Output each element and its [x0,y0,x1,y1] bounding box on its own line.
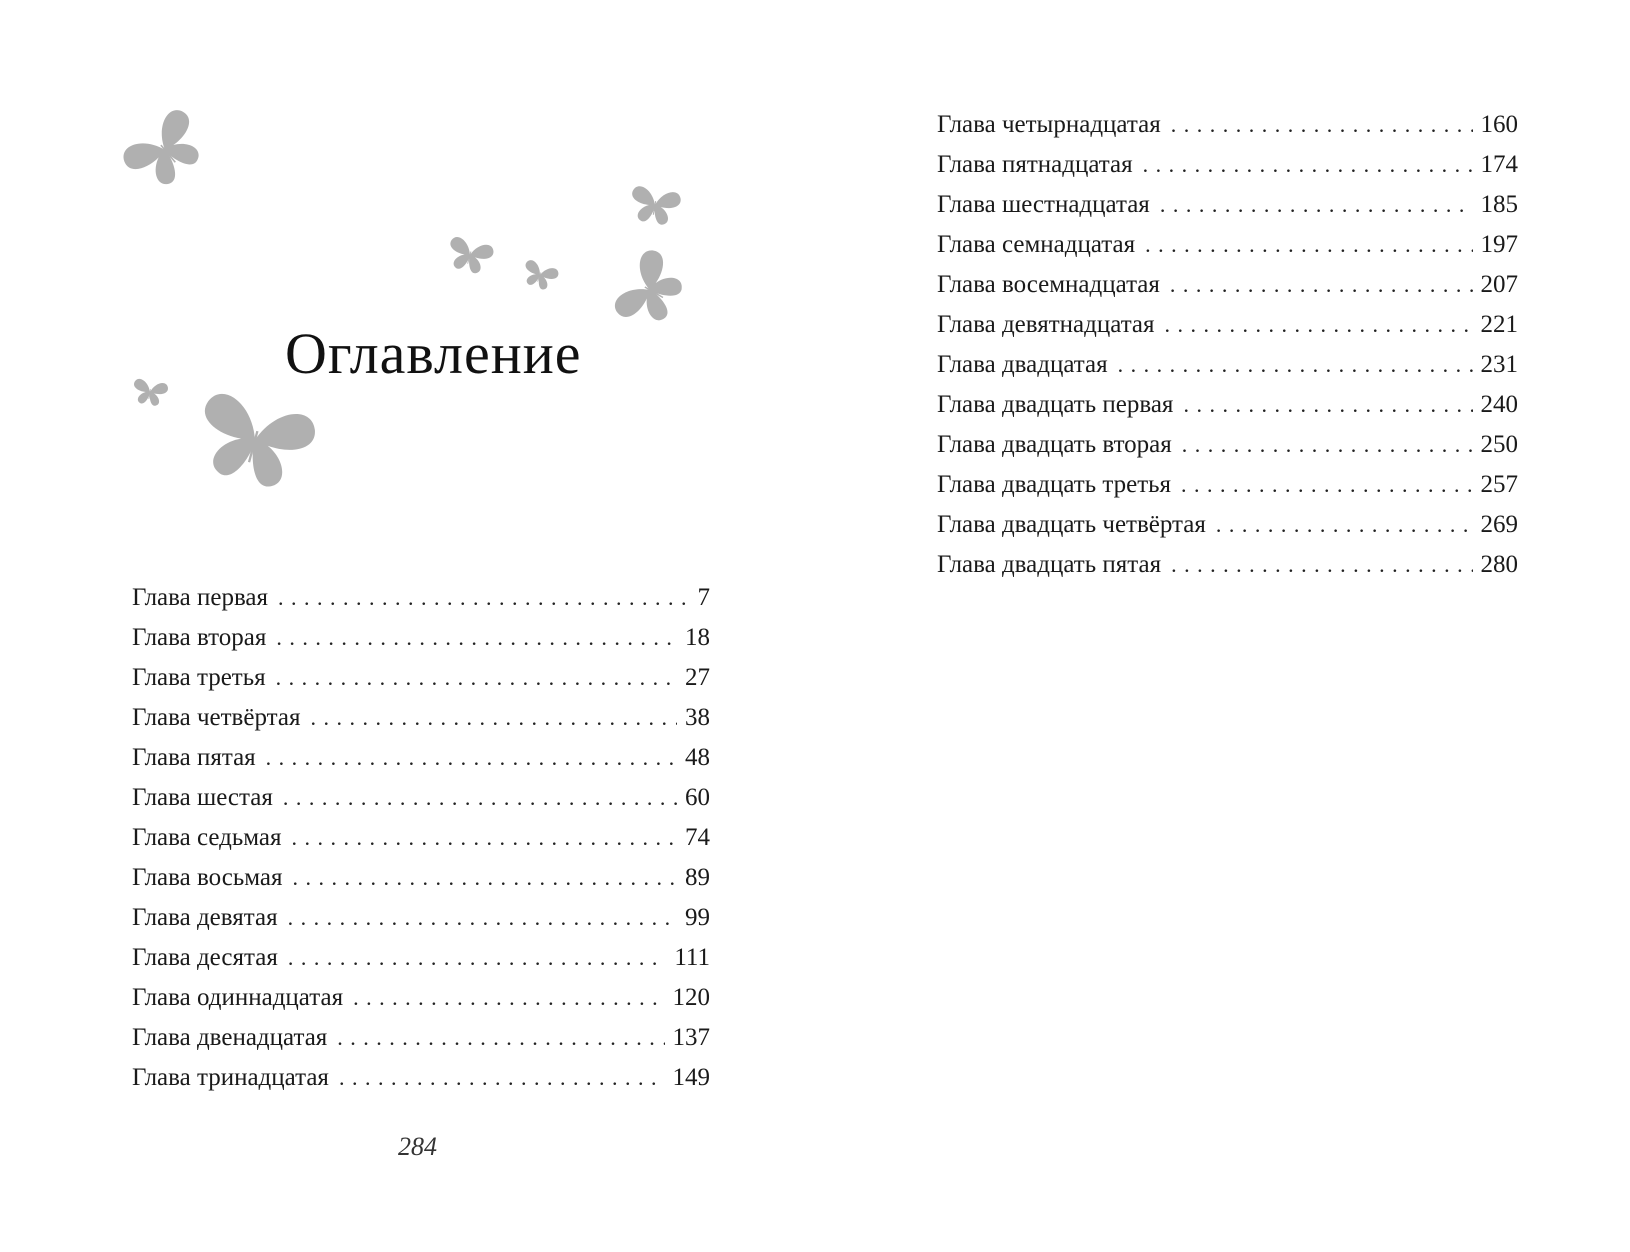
toc-entry-page: 185 [1480,191,1518,218]
toc-entry[interactable] [937,145,1518,185]
toc-entry[interactable] [937,505,1518,545]
toc-entry[interactable] [132,618,710,658]
toc-entry-page: 60 [685,784,710,811]
toc-entry-title: Глава двадцать четвёртая [937,511,1206,538]
toc-list-right [937,105,1518,585]
toc-entry-page: 257 [1480,471,1518,498]
toc-entry-page: 27 [685,664,710,691]
toc-dot-leader [1183,385,1472,425]
toc-entry[interactable] [937,105,1518,145]
toc-entry-title: Глава шестнадцатая [937,191,1150,218]
toc-dot-leader [283,778,677,818]
toc-entry[interactable] [937,225,1518,265]
toc-entry[interactable] [132,778,710,818]
toc-entry-title: Глава третья [132,664,266,691]
toc-dot-leader [292,858,677,898]
toc-dot-leader [1171,105,1473,145]
toc-heading: Оглавление [285,321,582,386]
toc-entry-page: 174 [1480,151,1518,178]
toc-entry-page: 99 [685,904,710,931]
toc-entry-title: Глава двадцатая [937,351,1108,378]
toc-dot-leader [337,1018,664,1058]
toc-entry[interactable] [132,1058,710,1098]
toc-dot-leader [1171,545,1472,585]
toc-entry-page: 207 [1480,271,1518,298]
butterfly-icon [628,185,682,227]
toc-entry-title: Глава тринадцатая [132,1064,329,1091]
toc-entry-title: Глава одиннадцатая [132,984,344,1011]
toc-dot-leader [310,698,677,738]
toc-entry-page: 89 [685,864,710,891]
toc-entry-title: Глава двенадцатая [132,1024,328,1051]
toc-entry-title: Глава седьмая [132,824,282,851]
toc-entry[interactable] [132,898,710,938]
toc-dot-leader [288,938,667,978]
butterfly-icon [119,105,214,197]
toc-dot-leader [339,1058,665,1098]
toc-dot-leader [276,618,677,658]
butterfly-icon [519,259,559,293]
toc-entry-page: 48 [685,744,710,771]
toc-entry[interactable] [937,265,1518,305]
page-number: 284 [398,1132,437,1161]
toc-dot-leader [276,658,677,698]
toc-entry-page: 111 [674,944,710,971]
toc-entry-page: 269 [1480,511,1518,538]
butterfly-icon [190,390,319,495]
toc-dot-leader [1182,425,1473,465]
toc-entry-title: Глава четвёртая [132,704,301,731]
toc-entry[interactable] [132,698,710,738]
toc-dot-leader [1170,265,1473,305]
toc-entry[interactable] [132,818,710,858]
toc-entry[interactable] [937,345,1518,385]
toc-dot-leader [1145,225,1472,265]
toc-dot-leader [1216,505,1473,545]
toc-entry-page: 137 [672,1024,710,1051]
toc-dot-leader [278,578,689,618]
toc-entry-title: Глава восьмая [132,864,283,891]
toc-dot-leader [292,818,678,858]
toc-entry-title: Глава восемнадцатая [937,271,1160,298]
toc-dot-leader [353,978,664,1018]
right-page [815,0,1630,1252]
toc-entry[interactable] [937,465,1518,505]
toc-entry-page: 160 [1480,111,1518,138]
toc-entry-page: 120 [672,984,710,1011]
toc-entry-title: Глава шестая [132,784,273,811]
toc-entry-page: 280 [1480,551,1518,578]
toc-entry-page: 38 [685,704,710,731]
toc-entry-page: 240 [1480,391,1518,418]
toc-entry-title: Глава двадцать пятая [937,551,1162,578]
toc-entry-page: 74 [685,824,710,851]
toc-list-left [132,578,710,1098]
butterfly-icon [131,378,169,408]
toc-entry-page: 250 [1480,431,1518,458]
toc-entry[interactable] [937,425,1518,465]
toc-entry-title: Глава двадцать первая [937,391,1174,418]
toc-entry[interactable] [132,858,710,898]
toc-entry-title: Глава девятнадцатая [937,311,1155,338]
toc-entry[interactable] [937,305,1518,345]
toc-entry[interactable] [937,385,1518,425]
toc-entry[interactable] [132,738,710,778]
toc-entry[interactable] [132,658,710,698]
toc-entry-page: 197 [1480,231,1518,258]
toc-entry[interactable] [132,938,710,978]
toc-entry-title: Глава двадцать вторая [937,431,1172,458]
toc-entry[interactable] [132,978,710,1018]
toc-entry-title: Глава семнадцатая [937,231,1136,258]
toc-dot-leader [1118,345,1473,385]
toc-dot-leader [1181,465,1472,505]
toc-entry-page: 221 [1480,311,1518,338]
toc-dot-leader [1143,145,1473,185]
toc-dot-leader [1160,185,1473,225]
toc-dot-leader [1165,305,1473,345]
toc-entry-title: Глава первая [132,584,269,611]
toc-entry-page: 7 [697,584,710,611]
toc-entry-title: Глава пятая [132,744,256,771]
toc-entry-title: Глава вторая [132,624,267,651]
butterfly-decoration [0,0,815,520]
toc-dot-leader [288,898,677,938]
toc-entry-title: Глава четырнадцатая [937,111,1161,138]
butterfly-icon [444,235,495,276]
toc-entry-page: 18 [685,624,710,651]
toc-entry-title: Глава десятая [132,944,278,971]
toc-dot-leader [266,738,677,778]
butterfly-icon [611,246,692,335]
toc-entry[interactable] [937,545,1518,585]
toc-entry[interactable] [937,185,1518,225]
toc-entry-title: Глава двадцать третья [937,471,1172,498]
toc-entry[interactable] [132,578,710,618]
toc-entry-title: Глава пятнадцатая [937,151,1133,178]
toc-entry[interactable] [132,1018,710,1058]
toc-entry-page: 149 [672,1064,710,1091]
toc-entry-title: Глава девятая [132,904,278,931]
toc-entry-page: 231 [1480,351,1518,378]
